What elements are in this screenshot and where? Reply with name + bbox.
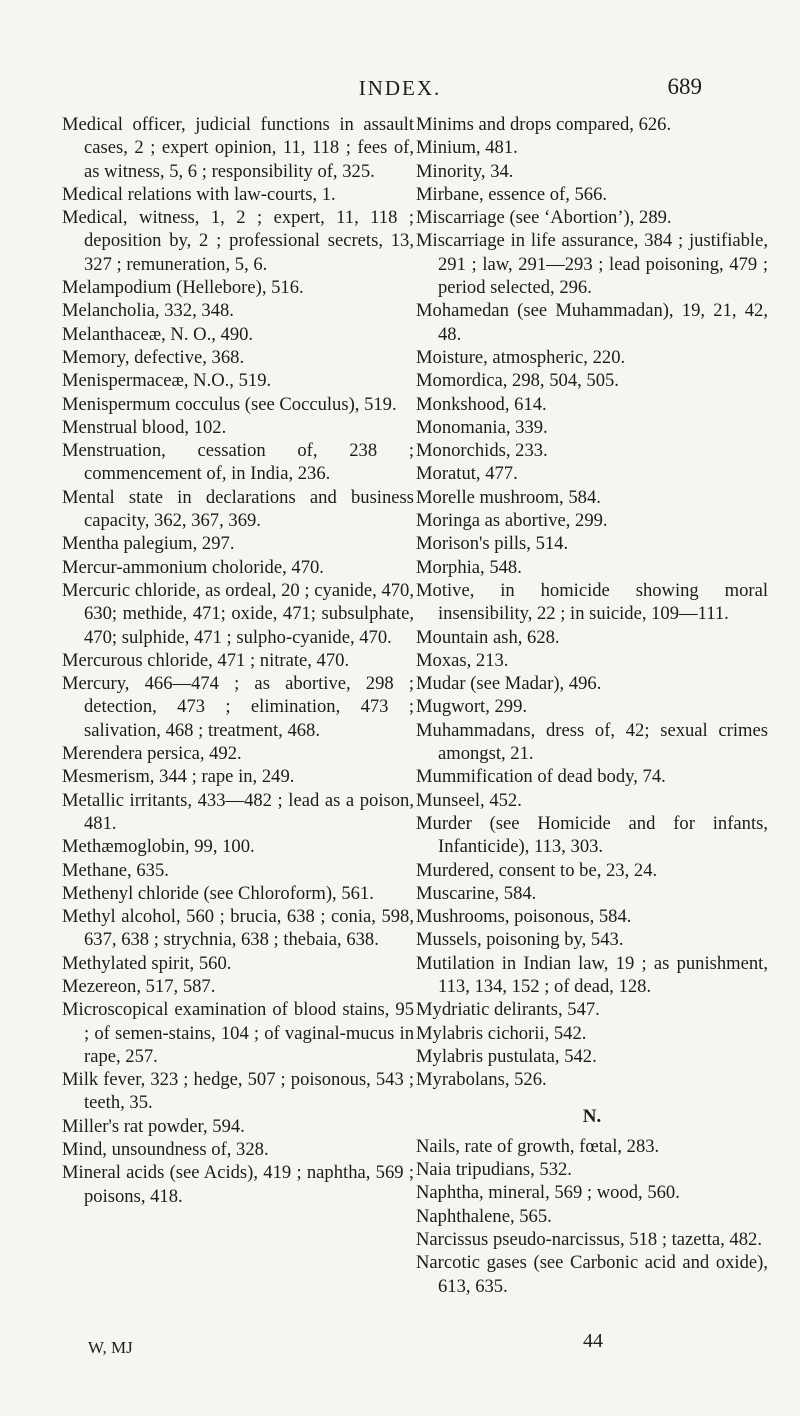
index-entry: Melanthaceæ, N. O., 490. — [62, 323, 254, 345]
index-entry: Mussels, poisoning by, 543. — [416, 929, 624, 951]
section-letter-n: N. — [582, 1106, 602, 1128]
printer-signature: W, MJ — [88, 1338, 133, 1357]
index-entry: Mountain ash, 628. — [416, 626, 560, 648]
page-number: 689 — [667, 74, 702, 99]
index-entry: Milk fever, 323 ; hedge, 507 ; poisonous, 543 ; teeth, 35. — [62, 1069, 414, 1114]
index-entry: Methenyl chloride (see Chloroform), 561. — [62, 882, 374, 904]
index-entry: Mercurous chloride, 471 ; nitrate, 470. — [62, 649, 350, 671]
index-entry: Melampodium (Hellebore), 516. — [62, 277, 304, 299]
index-entry: Naphtha, mineral, 569 ; wood, 560. — [416, 1182, 680, 1204]
index-entry: Naphthalene, 565. — [416, 1205, 552, 1227]
index-entry: Mesmerism, 344 ; rape in, 249. — [62, 766, 295, 788]
index-entry: Mutilation in Indian law, 19 ; as punishment, 113, 134, 152 ; of dead, 128. — [416, 952, 768, 997]
index-entry: Minims and drops compared, 626. — [416, 114, 672, 135]
index-entry: Motive, in homicide showing moral insensibility, 22 ; in suicide, 109—111. — [416, 579, 768, 625]
index-entry: Mylabris pustulata, 542. — [416, 1045, 597, 1067]
index-entry: Moringa as abortive, 299. — [416, 510, 608, 532]
index-entry: Minium, 481. — [416, 137, 518, 159]
index-entry: Moisture, atmospheric, 220. — [416, 346, 626, 368]
index-entry: Monkshood, 614. — [416, 393, 547, 415]
index-column-left — [62, 113, 414, 1208]
index-entry: Mylabris cichorii, 542. — [416, 1022, 587, 1044]
index-entry: Morison's pills, 514. — [416, 533, 569, 555]
index-entry: Moratut, 477. — [416, 463, 518, 485]
index-entry: Mercury, 466—474 ; as abortive, 298 ; detection, 473 ; elimination, 473 ; salivation, 468 ; treatment, 468. — [62, 673, 414, 741]
index-entry: Mydriatic delirants, 547. — [416, 999, 600, 1021]
index-entry: Metallic irritants, 433—482 ; lead as a poison, 481. — [62, 789, 414, 834]
index-entry: Myrabolans, 526. — [416, 1069, 547, 1091]
index-entry: Momordica, 298, 504, 505. — [416, 370, 619, 392]
index-entry: Mind, unsoundness of, 328. — [62, 1139, 269, 1161]
index-entry: Murder (see Homicide and for infants, Infanticide), 113, 303. — [416, 812, 768, 858]
index-entry: Narcotic gases (see Carbonic acid and oxide), 613, 635. — [416, 1252, 768, 1297]
index-entry: Muhammadans, dress of, 42; sexual crimes amongst, 21. — [416, 719, 768, 765]
index-entry: Methylated spirit, 560. — [62, 952, 232, 974]
index-entry: Mushrooms, poisonous, 584. — [416, 906, 632, 928]
index-entry: Narcissus pseudo-narcissus, 518 ; tazetta, 482. — [416, 1228, 762, 1250]
index-entry: Monorchids, 233. — [416, 440, 548, 462]
index-entry: Mineral acids (see Acids), 419 ; naphtha, 569 ; poisons, 418. — [62, 1162, 414, 1207]
index-entry: Mental state in declarations and business capacity, 362, 367, 369. — [62, 486, 414, 532]
index-entry: Moxas, 213. — [416, 649, 509, 671]
index-entry: Mezereon, 517, 587. — [62, 975, 216, 997]
index-entry: Miscarriage in life assurance, 384 ; justifiable, 291 ; law, 291—293 ; lead poisoning, 479 ; period selected, 296. — [416, 230, 768, 299]
index-entry: Mercur-ammonium choloride, 470. — [62, 556, 324, 578]
index-entry: Menstruation, cessation of, 238 ; commencement of, in India, 236. — [62, 440, 414, 485]
index-entry: Medical relations with law-courts, 1. — [62, 183, 336, 205]
index-entry: Methæmoglobin, 99, 100. — [62, 836, 255, 858]
index-entry: Mercuric chloride, as ordeal, 20 ; cyanide, 470, 630; methide, 471; oxide, 471; subsulphate, 470; sulphide, 471 ; sulpho-cyanide, 470. — [62, 579, 414, 648]
index-entry: Menispermaceæ, N.O., 519. — [62, 370, 272, 392]
index-entry: Minority, 34. — [416, 160, 514, 182]
sheet-number: 44 — [583, 1330, 603, 1352]
index-entry: Merendera persica, 492. — [62, 743, 242, 765]
index-entry: Miller's rat powder, 594. — [62, 1115, 245, 1137]
index-entry: Nails, rate of growth, fœtal, 283. — [416, 1135, 660, 1157]
index-entry: Monomania, 339. — [416, 416, 548, 438]
index-entry: Mohamedan (see Muhammadan), 19, 21, 42, 48. — [416, 300, 768, 345]
running-head: INDEX. — [358, 76, 442, 100]
index-entry: Miscarriage (see ‘Abortion’), 289. — [416, 207, 672, 229]
index-entry: Muscarine, 584. — [416, 882, 537, 904]
index-entry: Menstrual blood, 102. — [62, 416, 227, 438]
index-entry: Naia tripudians, 532. — [416, 1159, 572, 1181]
index-entry: Melancholia, 332, 348. — [62, 300, 234, 322]
index-entry: Mudar (see Madar), 496. — [416, 673, 602, 695]
index-column-right — [416, 113, 768, 1298]
index-entry: Menispermum cocculus (see Cocculus), 519. — [62, 393, 397, 415]
index-entry: Microscopical examination of blood stains, 95 ; of semen-stains, 104 ; of vaginal-mucus in rape, 257. — [62, 999, 414, 1067]
index-entry: Methyl alcohol, 560 ; brucia, 638 ; conia, 598, 637, 638 ; strychnia, 638 ; thebaia, 638. — [62, 906, 414, 951]
index-entry: Memory, defective, 368. — [62, 346, 245, 368]
index-entry: Morphia, 548. — [416, 556, 522, 578]
index-entry: Mummification of dead body, 74. — [416, 766, 666, 788]
page-header — [0, 76, 800, 106]
index-entry: Mirbane, essence of, 566. — [416, 183, 608, 205]
index-entry: Medical, witness, 1, 2 ; expert, 11, 118 ; deposition by, 2 ; professional secrets, 13, 327 ; remuneration, 5, 6. — [62, 207, 414, 275]
index-entry: Medical officer, judicial functions in assault cases, 2 ; expert opinion, 11, 118 ; fees of, as witness, 5, 6 ; responsibility of, 325. — [62, 114, 414, 182]
index-entry: Mugwort, 299. — [416, 696, 528, 718]
index-entry: Mentha palegium, 297. — [62, 533, 235, 555]
index-entry: Munseel, 452. — [416, 789, 522, 811]
index-entry: Morelle mushroom, 584. — [416, 486, 601, 508]
index-entry: Murdered, consent to be, 23, 24. — [416, 859, 658, 881]
index-entry: Methane, 635. — [62, 859, 169, 881]
